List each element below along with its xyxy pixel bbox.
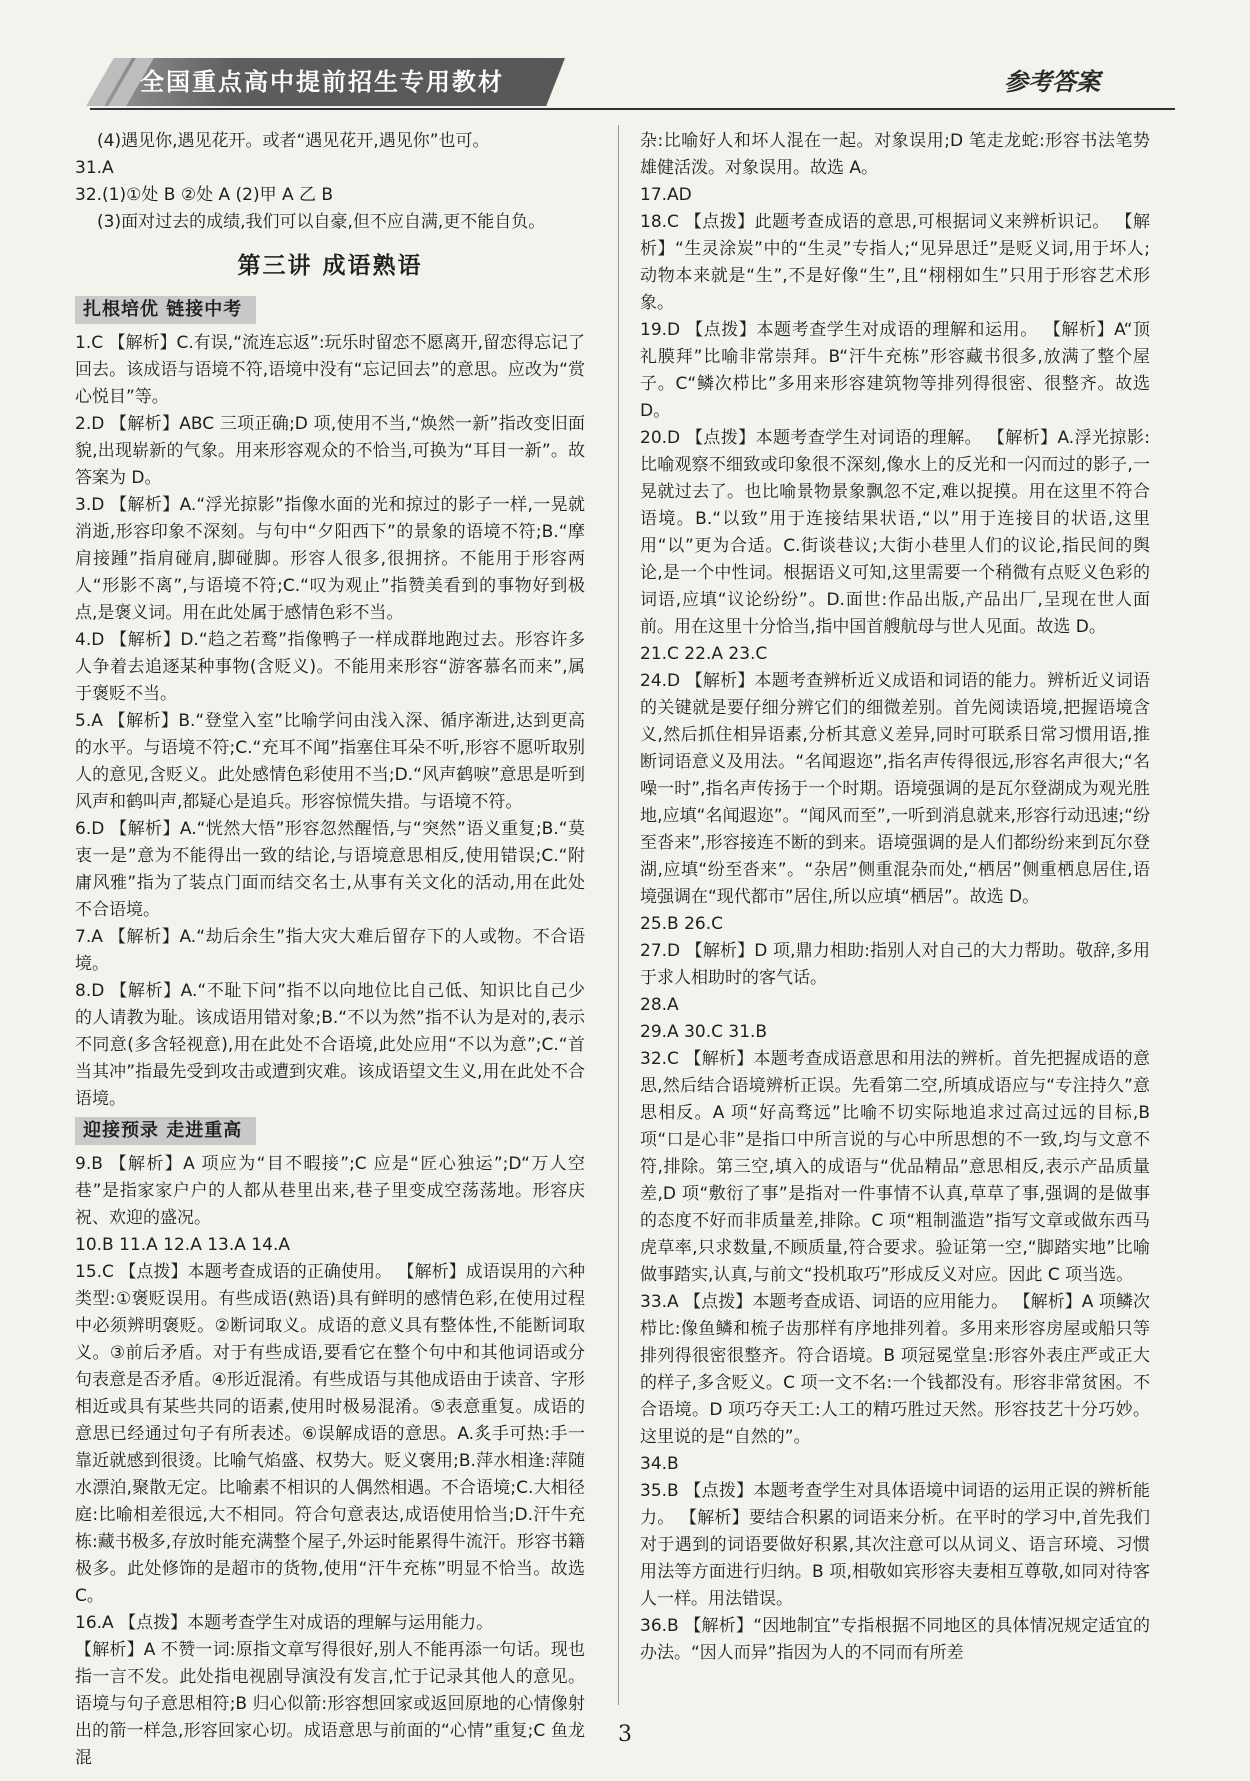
answer-8: 8.D 【解析】A.“不耻下问”指不以向地位比自己低、知识比自己少的人请教为耻。该成语用错对象;B.“不以为然”指不认为是对的,表示不同意(多含轻视意),用在此处不合语境,此处应用“不以为意”;C.“首当其冲”指最先受到攻击或遭到灾难。该成语望文生义,用在此处不合语境。 (75, 981, 585, 1109)
section-band: 迎接预录 走进重高 (75, 1117, 256, 1145)
answer-4: 4.D 【解析】D.“趋之若鹜”指像鸭子一样成群地跑过去。形容许多人争着去追逐某种事物(含贬义)。不能用来形容“游客慕名而来”,属于褒贬不当。 (75, 630, 585, 704)
answer-6: 6.D 【解析】A.“恍然大悟”形容忽然醒悟,与“突然”语义重复;B.“莫衷一是”意为不能得出一致的结论,与语境意思相反,使用错误;C.“附庸风雅”指为了装点门面而结交名士,从事有关文化的活动,用在此处不合语境。 (75, 819, 585, 920)
section-band: 扎根培优 链接中考 (75, 296, 256, 324)
answer-10-14: 10.B 11.A 12.A 13.A 14.A (75, 1235, 290, 1255)
answer-paragraph: (4)遇见你,遇见花开。或者“遇见花开,遇见你”也可。 (97, 131, 490, 151)
answer-5: 5.A 【解析】B.“登堂入室”比喻学问由浅入深、循序渐进,达到更高的水平。与语境不符;C.“充耳不闻”指塞住耳朵不听,形容不愿听取别人的意见,含贬义。此处感情色彩使用不当;D.“风声鹤唳”意思是听到风声和鹤叫声,都疑心是追兵。形容惊慌失措。与语境不符。 (75, 711, 585, 812)
answer-35: 35.B 【点拨】本题考查学生对具体语境中词语的运用正误的辨析能力。 【解析】要结合积累的词语来分析。在平时的学习中,首先我们对于遇到的词语要做好积累,其次注意可以从词义、语言环境、习惯用法等方面进行归纳。B 项,相敬如宾形容夫妻相互尊敬,如同对待客人一样。用法错误。 (640, 1481, 1150, 1609)
answer-32: 32.C 【解析】本题考查成语意思和用法的辨析。首先把握成语的意思,然后结合语境辨析正误。先看第二空,所填成语应与“专注持久”意思相反。A 项“好高骛远”比喻不切实际地追求过高过远的目标,B 项“口是心非”是指口中所言说的与心中所思想的不一致,均与文意不符,排除。第三空,填入的成语与“优品精品”意思相反,表示产品质量差,D 项“敷衍了事”是指对一件事情不认真,草草了事,强调的是做事的态度不好而非质量差,排除。C 项“粗制滥造”指写文章或做东西马虎草率,只求数量,不顾质量,符合要求。验证第一空,“脚踏实地”比喻做事踏实,认真,与前文“投机取巧”形成反义对应。因此 C 项当选。 (640, 1049, 1150, 1285)
answer-24: 24.D 【解析】本题考查辨析近义成语和词语的能力。辨析近义词语的关键就是要仔细分辨它们的细微差别。首先阅读语境,把握语境含义,然后抓住相异语素,分析其意义差异,同时可联系日常习惯用语,推断词语意义及用法。“名闻遐迩”,指名声传得很远,形容名声很大;“名噪一时”,指名声传扬于一个时期。语境强调的是瓦尔登湖成为观光胜地,应填“名闻遐迩”。“闻风而至”,一听到消息就来,形容行动迅速;“纷至沓来”,形容接连不断的到来。语境强调的是人们都纷纷来到瓦尔登湖,应填“纷至沓来”。“杂居”侧重混杂而处,“栖居”侧重栖息居住,语境强调在“现代都市”居住,所以应填“栖居”。故选 D。 (640, 671, 1150, 907)
answer-31: 31.A (75, 158, 114, 178)
answer-33: 33.A 【点拨】本题考查成语、词语的应用能力。 【解析】A 项鳞次栉比:像鱼鳞和梳子齿那样有序地排列着。多用来形容房屋或船只等排列得很密很整齐。符合语境。B 项冠冕堂皇:形容外表庄严或正大的样子,多含贬义。C 项一文不名:一个钱都没有。形容非常贫困。不合语境。D 项巧夺天工:人工的精巧胜过天然。形容技艺十分巧妙。这里说的是“自然的”。 (640, 1292, 1150, 1447)
answer-32: 32.(1)①处 B ②处 A (2)甲 A 乙 B (75, 185, 334, 205)
answer-16: 16.A 【点拨】本题考查学生对成语的理解与运用能力。 (75, 1613, 494, 1633)
answer-19: 19.D 【点拨】本题考查学生对成语的理解和运用。 【解析】A“顶礼膜拜”比喻非常崇拜。B“汗牛充栋”形容藏书很多,放满了整个屋子。C“鳞次栉比”多用来形容建筑物等排列得很密、很整齐。故选 D。 (640, 320, 1150, 421)
answer-2: 2.D 【解析】ABC 三项正确;D 项,使用不当,“焕然一新”指改变旧面貌,出现崭新的气象。用来形容观众的不恰当,可换为“耳目一新”。故答案为 D。 (75, 414, 585, 488)
answer-28: 28.A (640, 995, 679, 1015)
answer-15: 15.C 【点拨】本题考查成语的正确使用。 【解析】成语误用的六种类型:①褒贬误用。有些成语(熟语)具有鲜明的感情色彩,在使用过程中必须辨明褒贬。②断词取义。成语的意义具有整体性,不能断词取义。③前后矛盾。对于有些成语,要看它在整个句中和其他词语或分句表意是否矛盾。④形近混淆。有些成语与其他成语由于读音、字形相近或具有某些共同的语素,使用时极易混淆。⑤表意重复。成语的意思已经通过句子有所表述。⑥误解成语的意思。A.炙手可热:手一靠近就感到很烫。比喻气焰盛、权势大。贬义褒用;B.萍水相逢:萍随水漂泊,聚散无定。比喻素不相识的人偶然相遇。不合语境;C.大相径庭:比喻相差很远,大不相同。符合句意表达,成语使用恰当;D.汗牛充栋:藏书极多,存放时能充满整个屋子,外运时能累得牛流汗。形容书籍极多。此处修饰的是超市的货物,使用“汗牛充栋”明显不恰当。故选 C。 (75, 1262, 585, 1606)
answer-36: 36.B 【解析】“因地制宜”专指根据不同地区的具体情况规定适宜的办法。“因人而异”指因为人的不同而有所差 (640, 1616, 1150, 1663)
answer-25-26: 25.B 26.C (640, 914, 724, 934)
section-title: 第三讲 成语熟语 (237, 253, 423, 279)
answer-1: 1.C 【解析】C.有误,“流连忘返”:玩乐时留恋不愿离开,留恋得忘记了回去。该成语与语境不符,语境中没有“忘记回去”的意思。应改为“赏心悦目”等。 (75, 333, 585, 407)
answer-20: 20.D 【点拨】本题考查学生对词语的理解。 【解析】A.浮光掠影:比喻观察不细致或印象很不深刻,像水上的反光和一闪而过的影子,一晃就过去了。也比喻景物景象飘忽不定,难以捉摸。用在这里不符合语境。B.“以致”用于连接结果状语,“以”用于连接目的状语,这里用“以”更为合适。C.街谈巷议;大街小巷里人们的议论,指民间的舆论,是一个中性词。根据语义可知,这里需要一个稍微有点贬义色彩的词语,应填“议论纷纷”。D.面世:作品出版,产品出厂,呈现在世人面前。用在这里十分恰当,指中国首艘航母与世人见面。故选 D。 (640, 428, 1150, 637)
answer-16-analysis: 【解析】A 不赞一词:原指文章写得很好,别人不能再添一句话。现也指一言不发。此处指电视剧导演没有发言,忙于记录其他人的意见。语境与句子意思相符;B 归心似箭:形容想回家或返回原地的心情像射出的箭一样急,形容回家心切。成语意思与前面的“心情”重复;C 鱼龙混 (75, 1640, 585, 1768)
page-header (0, 0, 1250, 110)
left-column (75, 128, 585, 1772)
header-right-label: 参考答案 (1004, 67, 1100, 96)
answer-3: 3.D 【解析】A.“浮光掠影”指像水面的光和掠过的影子一样,一晃就消逝,形容印象不深刻。与句中“夕阳西下”的景象的语境不符;B.“摩肩接踵”指肩碰肩,脚碰脚。形容人很多,很拥挤。不能用于形容两人“形影不离”,与语境不符;C.“叹为观止”指赞美看到的事物好到极点,是褒义词。用在此处属于感情色彩不当。 (75, 495, 585, 623)
header-title: 全国重点高中提前招生专用教材 (140, 68, 504, 96)
answer-9: 9.B 【解析】A 项应为“目不暇接”;C 应是“匠心独运”;D“万人空巷”是指家家户户的人都从巷里出来,巷子里变成空荡荡地。形容庆祝、欢迎的盛况。 (75, 1154, 585, 1228)
answer-34: 34.B (640, 1454, 679, 1474)
answer-16-continued: 杂:比喻好人和坏人混在一起。对象误用;D 笔走龙蛇:形容书法笔势雄健活泼。对象误用。故选 A。 (640, 131, 1150, 178)
answer-7: 7.A 【解析】A.“劫后余生”指大灾大难后留存下的人或物。不合语境。 (75, 927, 585, 974)
answer-32-part3: (3)面对过去的成绩,我们可以自豪,但不应自满,更不能自负。 (97, 212, 546, 232)
header-rule (90, 108, 1175, 110)
right-column (640, 128, 1150, 1667)
answer-21-23: 21.C 22.A 23.C (640, 644, 768, 664)
answer-18: 18.C 【点拨】此题考查成语的意思,可根据词义来辨析识记。 【解析】“生灵涂炭”中的“生灵”专指人;“见异思迁”是贬义词,用于坏人;动物本来就是“生”,不是好像“生”,且“栩栩如生”只用于形容艺术形象。 (640, 212, 1150, 313)
page-number: 3 (618, 1722, 632, 1747)
answer-29-31: 29.A 30.C 31.B (640, 1022, 768, 1042)
column-divider (618, 125, 619, 1705)
answer-27: 27.D 【解析】D 项,鼎力相助:指别人对自己的大力帮助。敬辞,多用于求人相助时的客气话。 (640, 941, 1150, 988)
answer-17: 17.AD (640, 185, 692, 205)
